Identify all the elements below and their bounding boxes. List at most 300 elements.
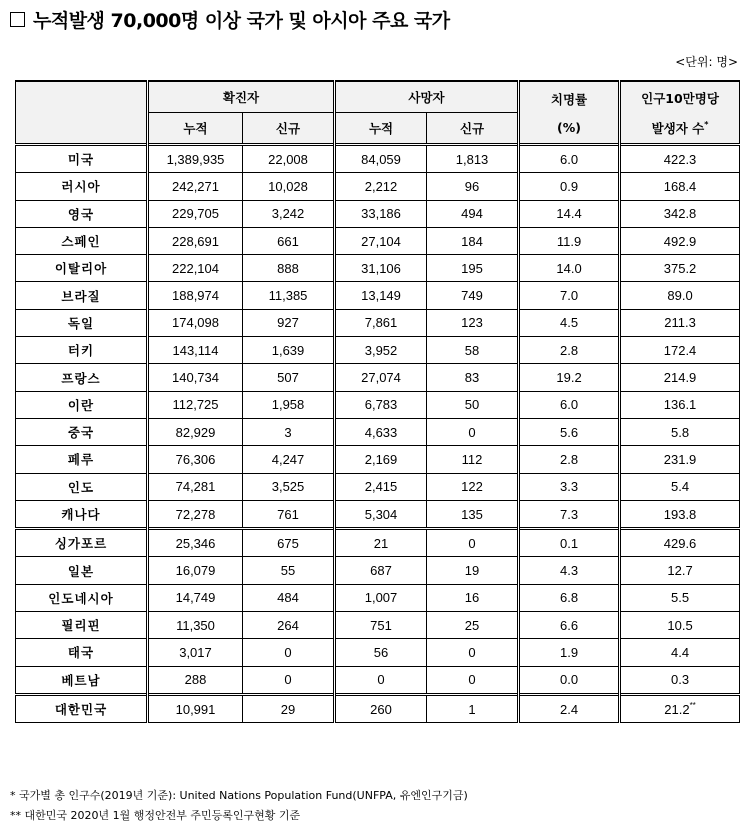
cell-confirmed-new [243,282,335,309]
cell-confirmed-new-value: 0 [284,644,292,660]
cell-country [16,309,148,336]
header-deaths-new: 신규 [427,113,519,145]
cell-deaths-new [427,694,519,722]
cell-confirmed-cumulative [148,337,243,364]
table-row [16,337,740,364]
cell-confirmed-new [243,364,335,391]
cell-per100k [620,255,740,282]
cell-per100k [620,473,740,500]
cell-confirmed-new-value: 264 [277,617,299,633]
table-row [16,255,740,282]
cell-country-value: 이란 [67,397,95,413]
cell-confirmed-new [243,255,335,282]
cell-fatality-rate [519,391,620,418]
cell-country-value: 인도네시아 [48,590,114,606]
cell-fatality-rate [519,364,620,391]
header-confirmed-new: 신규 [243,113,335,145]
cell-deaths-new-value: 122 [461,479,483,495]
cell-confirmed-cumulative-value: 242,271 [172,178,219,194]
cell-fatality-rate [519,145,620,173]
cell-per100k [620,364,740,391]
cell-fatality-rate-value: 4.5 [559,315,579,331]
table-row [16,309,740,336]
cell-deaths-cumulative [335,364,427,391]
cell-deaths-new [427,500,519,528]
cell-fatality-rate [519,666,620,694]
cell-deaths-new-value: 494 [461,206,483,222]
cell-fatality-rate [519,584,620,611]
cell-fatality-rate-value: 6.8 [559,590,579,606]
header-per100k-line1: 인구10만명당 [641,90,719,106]
cell-confirmed-new-value: 22,008 [268,151,308,167]
header-confirmed-cumulative: 누적 [148,113,243,145]
cell-deaths-new-value: 184 [461,233,483,249]
table-row [16,639,740,666]
cell-fatality-rate [519,446,620,473]
cell-country [16,364,148,391]
cell-deaths-new-value: 19 [464,563,480,579]
cell-confirmed-cumulative [148,639,243,666]
header-fatality-rate-label: 치명률 [550,92,588,107]
cell-per100k-value: 0.3 [670,672,690,688]
cell-per100k [620,282,740,309]
cell-confirmed-cumulative-value: 288 [184,672,207,688]
cell-confirmed-cumulative [148,446,243,473]
cell-per100k [620,612,740,639]
cell-fatality-rate [519,255,620,282]
cell-deaths-cumulative-value: 2,169 [364,451,398,467]
cell-per100k-value: 193.8 [663,506,697,522]
cell-deaths-new-value: 0 [468,535,476,551]
cell-per100k [620,227,740,254]
cell-per100k-value: 214.9 [663,370,697,386]
cell-confirmed-new [243,200,335,227]
cell-confirmed-cumulative [148,473,243,500]
cell-confirmed-new-value: 675 [277,535,299,551]
cell-confirmed-cumulative-value: 112,725 [172,397,219,413]
cell-per100k-value: 21.2 [664,701,690,717]
cell-fatality-rate-value: 2.8 [559,451,579,467]
cell-confirmed-new [243,666,335,694]
cell-deaths-cumulative-value: 84,059 [361,151,401,167]
table-row [16,145,740,173]
cell-confirmed-new-value: 11,385 [268,288,308,304]
cell-deaths-new-value: 83 [464,370,480,386]
cell-deaths-cumulative-value: 56 [373,644,389,660]
cell-deaths-new [427,255,519,282]
cell-confirmed-cumulative-value: 188,974 [172,288,219,304]
table-row [16,694,740,722]
cell-fatality-rate-value: 6.0 [559,151,579,167]
cell-confirmed-cumulative [148,364,243,391]
cell-fatality-rate-value: 14.4 [556,206,582,222]
cell-deaths-new [427,529,519,557]
cell-country [16,639,148,666]
cell-deaths-cumulative-value: 2,212 [364,178,398,194]
table-row [16,473,740,500]
cell-deaths-cumulative [335,227,427,254]
cell-confirmed-new-value: 661 [277,233,299,249]
table-row [16,391,740,418]
cell-deaths-new [427,446,519,473]
cell-deaths-new-value: 112 [461,451,483,467]
cell-country-value: 브라질 [61,288,101,304]
cell-confirmed-cumulative-value: 72,278 [175,506,216,522]
cell-fatality-rate-value: 1.9 [559,644,579,660]
cell-country [16,145,148,173]
cell-confirmed-cumulative [148,391,243,418]
table-row [16,529,740,557]
cell-deaths-new [427,584,519,611]
cell-deaths-cumulative [335,612,427,639]
cell-deaths-new [427,666,519,694]
cell-country [16,557,148,584]
cell-per100k-value: 429.6 [663,535,697,551]
cell-country-value: 베트남 [61,672,101,688]
cell-confirmed-cumulative [148,255,243,282]
cell-deaths-cumulative-value: 6,783 [364,397,398,413]
cell-deaths-cumulative [335,173,427,200]
cell-fatality-rate [519,694,620,722]
cell-deaths-new [427,145,519,173]
cell-deaths-new-value: 16 [464,590,480,606]
cell-deaths-new [427,391,519,418]
cell-confirmed-new [243,500,335,528]
cell-confirmed-cumulative [148,200,243,227]
cell-deaths-cumulative-value: 7,861 [364,315,398,331]
cell-deaths-new-value: 0 [468,644,476,660]
cell-country-value: 필리핀 [61,618,101,634]
cell-country-value: 영국 [67,206,95,222]
cell-confirmed-cumulative [148,173,243,200]
unit-label: <단위: 명> [675,55,738,69]
cell-confirmed-new [243,473,335,500]
cell-country-value: 태국 [67,645,95,661]
cell-fatality-rate [519,473,620,500]
cell-fatality-rate [519,500,620,528]
cell-country-value: 독일 [67,315,95,331]
cell-confirmed-cumulative-value: 16,079 [175,563,216,579]
cell-deaths-new-value: 58 [464,342,480,358]
cell-deaths-new-value: 135 [461,506,483,522]
cell-deaths-new-value: 1,813 [455,151,489,167]
cell-fatality-rate-value: 11.9 [556,233,582,249]
header-deaths-cumulative: 누적 [335,113,427,145]
cell-deaths-cumulative [335,418,427,445]
cell-confirmed-new [243,529,335,557]
cell-confirmed-cumulative [148,227,243,254]
table-row [16,500,740,528]
checkbox-square-icon [10,12,25,27]
cell-country [16,694,148,722]
cell-confirmed-new [243,584,335,611]
cell-fatality-rate [519,200,620,227]
cell-confirmed-cumulative-value: 3,017 [179,644,212,660]
table-row [16,446,740,473]
cell-country-value: 이탈리아 [54,261,108,277]
cell-deaths-cumulative-value: 1,007 [364,590,398,606]
cell-country [16,255,148,282]
cell-deaths-new [427,639,519,666]
cell-deaths-cumulative [335,694,427,722]
cell-deaths-cumulative [335,639,427,666]
cell-country-value: 일본 [67,563,95,579]
country-stats-table [15,80,740,723]
cell-per100k-value: 211.3 [664,315,696,331]
header-per100k-mark: * [704,119,709,129]
cell-per100k [620,145,740,173]
cell-confirmed-new [243,446,335,473]
cell-deaths-cumulative-value: 21 [373,535,389,551]
cell-fatality-rate-value: 19.2 [556,370,582,386]
cell-fatality-rate-value: 7.3 [559,506,579,522]
cell-country-value: 중국 [67,425,95,441]
cell-country [16,500,148,528]
cell-country [16,227,148,254]
cell-per100k-value: 4.4 [670,644,690,660]
cell-country-value: 프랑스 [61,370,101,386]
cell-deaths-cumulative [335,309,427,336]
cell-country-value: 캐나다 [61,507,101,522]
cell-deaths-new-value: 123 [461,315,483,331]
cell-confirmed-new [243,694,335,722]
cell-fatality-rate-value: 0.9 [559,178,579,194]
cell-per100k-value: 168.4 [663,178,697,194]
cell-confirmed-cumulative [148,309,243,336]
cell-deaths-cumulative-value: 0 [377,672,385,688]
cell-country [16,282,148,309]
cell-per100k-value: 5.5 [670,590,690,606]
cell-confirmed-cumulative [148,584,243,611]
cell-confirmed-new [243,557,335,584]
cell-country-value: 미국 [67,152,95,168]
header-per100k-line2-text: 발생자 수 [651,120,705,136]
cell-country [16,200,148,227]
cell-fatality-rate [519,337,620,364]
cell-fatality-rate [519,418,620,445]
cell-confirmed-new-value: 927 [277,315,299,331]
cell-fatality-rate-value: 5.6 [559,424,579,440]
cell-per100k [620,694,740,722]
table-row [16,227,740,254]
cell-confirmed-new [243,227,335,254]
cell-deaths-cumulative-value: 751 [370,617,392,633]
cell-confirmed-cumulative-value: 74,281 [175,479,216,495]
cell-country-value: 싱가포르 [54,536,108,552]
cell-confirmed-new [243,337,335,364]
cell-deaths-cumulative-value: 2,415 [364,479,398,495]
cell-per100k [620,446,740,473]
cell-confirmed-new [243,418,335,445]
cell-confirmed-cumulative-value: 229,705 [172,206,219,222]
table-row [16,364,740,391]
cell-deaths-cumulative [335,473,427,500]
cell-deaths-cumulative [335,584,427,611]
table-row [16,612,740,639]
cell-confirmed-cumulative [148,666,243,694]
cell-deaths-cumulative [335,282,427,309]
cell-fatality-rate [519,282,620,309]
cell-country [16,473,148,500]
cell-confirmed-new-value: 3,525 [271,479,305,495]
cell-deaths-cumulative [335,666,427,694]
cell-confirmed-new-value: 761 [277,506,299,522]
cell-fatality-rate-value: 4.3 [559,563,579,579]
header-fatality-rate [519,81,620,145]
cell-per100k-value: 89.0 [667,288,693,304]
cell-confirmed-new [243,391,335,418]
cell-confirmed-cumulative-value: 14,749 [175,590,216,606]
cell-country-value: 스페인 [61,234,101,250]
cell-country-value: 페루 [67,452,95,468]
cell-deaths-cumulative [335,200,427,227]
cell-deaths-cumulative [335,446,427,473]
cell-per100k [620,584,740,611]
cell-per100k-value: 342.8 [663,206,697,222]
cell-deaths-cumulative [335,391,427,418]
cell-confirmed-cumulative-value: 222,104 [172,260,219,276]
cell-per100k [620,173,740,200]
header-country-blank [16,81,148,145]
per100k-mark: ** [689,700,696,710]
cell-confirmed-new [243,612,335,639]
cell-country-value: 터키 [67,343,95,359]
cell-confirmed-new [243,145,335,173]
cell-country [16,529,148,557]
cell-deaths-new-value: 0 [468,424,476,440]
cell-deaths-cumulative [335,529,427,557]
cell-confirmed-cumulative-value: 76,306 [175,451,216,467]
cell-confirmed-new-value: 3 [284,424,292,440]
cell-fatality-rate [519,227,620,254]
header-fatality-rate-unit: (%) [557,120,581,135]
cell-deaths-new-value: 25 [464,617,480,633]
cell-country [16,337,148,364]
cell-confirmed-new-value: 4,247 [271,451,305,467]
cell-fatality-rate [519,612,620,639]
cell-fatality-rate-value: 7.0 [559,288,579,304]
cell-fatality-rate [519,639,620,666]
cell-deaths-new-value: 1 [468,701,476,717]
cell-deaths-new [427,337,519,364]
cell-confirmed-new-value: 1,639 [271,342,305,358]
cell-fatality-rate-value: 14.0 [556,260,582,276]
cell-confirmed-cumulative [148,612,243,639]
cell-deaths-cumulative-value: 687 [370,563,392,579]
table-row [16,173,740,200]
cell-deaths-cumulative-value: 260 [370,701,392,717]
table-row [16,584,740,611]
cell-confirmed-new-value: 10,028 [268,178,308,194]
cell-deaths-cumulative-value: 5,304 [364,506,398,522]
table-body [16,145,740,723]
table-row [16,666,740,694]
cell-deaths-new-value: 50 [464,397,480,413]
cell-confirmed-cumulative [148,694,243,722]
cell-confirmed-new-value: 1,958 [271,397,305,413]
cell-country-value: 러시아 [61,179,101,195]
cell-deaths-cumulative-value: 27,074 [361,370,401,386]
cell-deaths-new-value: 96 [464,178,480,194]
cell-deaths-cumulative-value: 31,106 [361,260,401,276]
cell-per100k [620,337,740,364]
cell-per100k-value: 231.9 [663,451,697,467]
table-row [16,557,740,584]
page-title [10,6,450,33]
table-row [16,418,740,445]
cell-fatality-rate [519,529,620,557]
cell-confirmed-cumulative-value: 10,991 [175,701,216,717]
header-per100k-line2 [621,119,739,137]
page-title-text: 누적발생 70,000명 이상 국가 및 아시아 주요 국가 [33,10,450,32]
cell-deaths-cumulative [335,557,427,584]
cell-country [16,391,148,418]
cell-per100k [620,418,740,445]
cell-confirmed-new [243,639,335,666]
cell-confirmed-new [243,309,335,336]
cell-per100k [620,557,740,584]
cell-country [16,666,148,694]
cell-deaths-new [427,612,519,639]
cell-deaths-cumulative-value: 13,149 [361,288,401,304]
cell-per100k-value: 172.4 [663,342,697,358]
cell-fatality-rate-value: 6.6 [559,617,579,633]
cell-fatality-rate-value: 6.0 [559,397,579,413]
cell-per100k [620,391,740,418]
cell-per100k-value: 422.3 [663,151,697,167]
cell-confirmed-cumulative-value: 1,389,935 [166,151,225,167]
footnote-2: ** 대한민국 2020년 1월 행정안전부 주민등록인구현황 기준 [10,809,301,822]
cell-confirmed-new-value: 55 [280,563,296,579]
cell-deaths-new [427,200,519,227]
header-per100k [620,81,740,145]
cell-confirmed-cumulative-value: 140,734 [172,370,219,386]
cell-deaths-new [427,173,519,200]
cell-per100k-value: 375.2 [663,260,697,276]
cell-confirmed-cumulative-value: 82,929 [175,424,216,440]
cell-confirmed-cumulative [148,557,243,584]
cell-per100k [620,529,740,557]
cell-deaths-cumulative [335,500,427,528]
cell-deaths-new-value: 0 [468,672,476,688]
cell-country [16,173,148,200]
cell-fatality-rate-value: 3.3 [559,479,579,495]
cell-deaths-new [427,282,519,309]
cell-deaths-new [427,364,519,391]
footnotes [10,786,468,826]
cell-confirmed-cumulative-value: 174,098 [172,315,219,331]
cell-deaths-cumulative-value: 4,633 [364,424,398,440]
cell-deaths-new [427,309,519,336]
cell-deaths-cumulative-value: 27,104 [361,233,401,249]
cell-country-value: 대한민국 [54,702,108,718]
cell-confirmed-cumulative [148,145,243,173]
cell-confirmed-new-value: 888 [277,260,299,276]
cell-deaths-new [427,473,519,500]
header-deaths: 사망자 [335,81,519,113]
cell-deaths-cumulative-value: 3,952 [364,342,398,358]
cell-deaths-new [427,227,519,254]
cell-deaths-cumulative-value: 33,186 [361,206,401,222]
cell-deaths-new [427,557,519,584]
cell-confirmed-new-value: 484 [277,590,299,606]
cell-country [16,418,148,445]
cell-confirmed-new-value: 3,242 [271,206,305,222]
cell-confirmed-cumulative-value: 11,350 [176,617,215,633]
cell-confirmed-cumulative [148,529,243,557]
cell-per100k-value: 10.5 [667,617,693,633]
cell-per100k [620,500,740,528]
